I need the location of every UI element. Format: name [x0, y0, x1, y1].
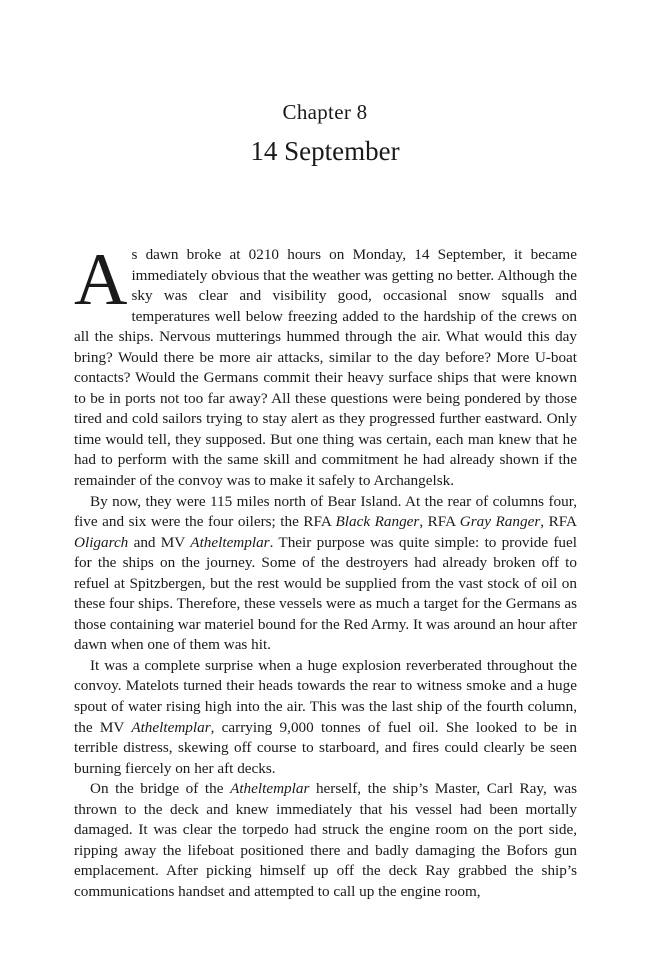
drop-cap: A [74, 239, 128, 321]
paragraph-4 [74, 779, 577, 902]
text-segment: On the bridge of the [90, 780, 231, 798]
ship-name: Oligarch [74, 533, 129, 551]
text-segment: , RFA [540, 513, 577, 531]
ship-name: Black Ranger [335, 513, 420, 531]
chapter-title: 14 September [250, 136, 400, 166]
text-segment: herself, the ship’s Master, Carl Ray, was thrown to the deck and knew immediately that his vessel had been mortally damaged. It was clear the torpedo had struck the engine room on the port side, ripping away the lifeboat positioned there and badly damaging the Bofors gun emplacement. After picking himself up off the deck Ray grabbed the ship’s communications handset and attempted to call up the engine room, [74, 780, 577, 900]
text-segment: s dawn broke at 0210 hours on Monday, 14 September, it became immediately obvious that the weather was getting no better. Although the sky was clear and visibility good, occasional snow squalls and temperatures well below freezing added to the hardship of the crews on all the ships. Nervous mutterings hummed through the air. What would this day bring? Would there be more air attacks, similar to the day before? More U-boat contacts? Would the Germans commit their heavy surface ships that were known to be in ports not too far away? All these questions were being pondered by those tired and cold sailors trying to stay alert as they progressed further eastward. Only time would tell, they supposed. But one thing was certain, each man knew that he had to perform with the same skill and commitment he had already shown if the remainder of the convoy was to make it safely to Archangelsk. [74, 246, 577, 490]
chapter-number: Chapter 8 [282, 100, 368, 124]
ship-name: Atheltemplar [190, 533, 270, 551]
text-segment: It was a complete surprise when a huge explosion reverberated throughout the convoy. Matelots turned their heads towards the rear to witness smoke and a huge spout of water rising high into the air. This was the last ship of the fourth column, the MV [74, 656, 577, 736]
paragraph-3 [74, 656, 577, 779]
chapter-body [74, 239, 578, 903]
ship-name: Atheltemplar [230, 780, 310, 798]
text-segment: . Their purpose was quite simple: to provide fuel for the ships on the journey. Some of the destroyers had already broken off to refuel at Spitzbergen, but the rest would be supplied from the vast stock of oil on these four ships. Therefore, these vessels were as much a target for the Germans as those containing war materiel bound for the Red Army. It was around an hour after dawn when one of them was hit. [74, 533, 578, 654]
ship-name: Gray Ranger [459, 513, 541, 531]
text-segment: , carrying 9,000 tonnes of fuel oil. She looked to be in terrible distress, skewing off course to starboard, and fires could clearly be seen burning fiercely on her aft decks. [74, 718, 578, 777]
text-segment: , RFA [419, 513, 460, 531]
text-segment: By now, they were 115 miles north of Bear Island. At the rear of columns four, five and six were the four oilers; the RFA [74, 492, 577, 531]
paragraph-2 [74, 492, 577, 656]
ship-name: Atheltemplar [131, 718, 211, 736]
text-segment: and MV [128, 533, 191, 551]
paragraph-1 [74, 239, 577, 492]
